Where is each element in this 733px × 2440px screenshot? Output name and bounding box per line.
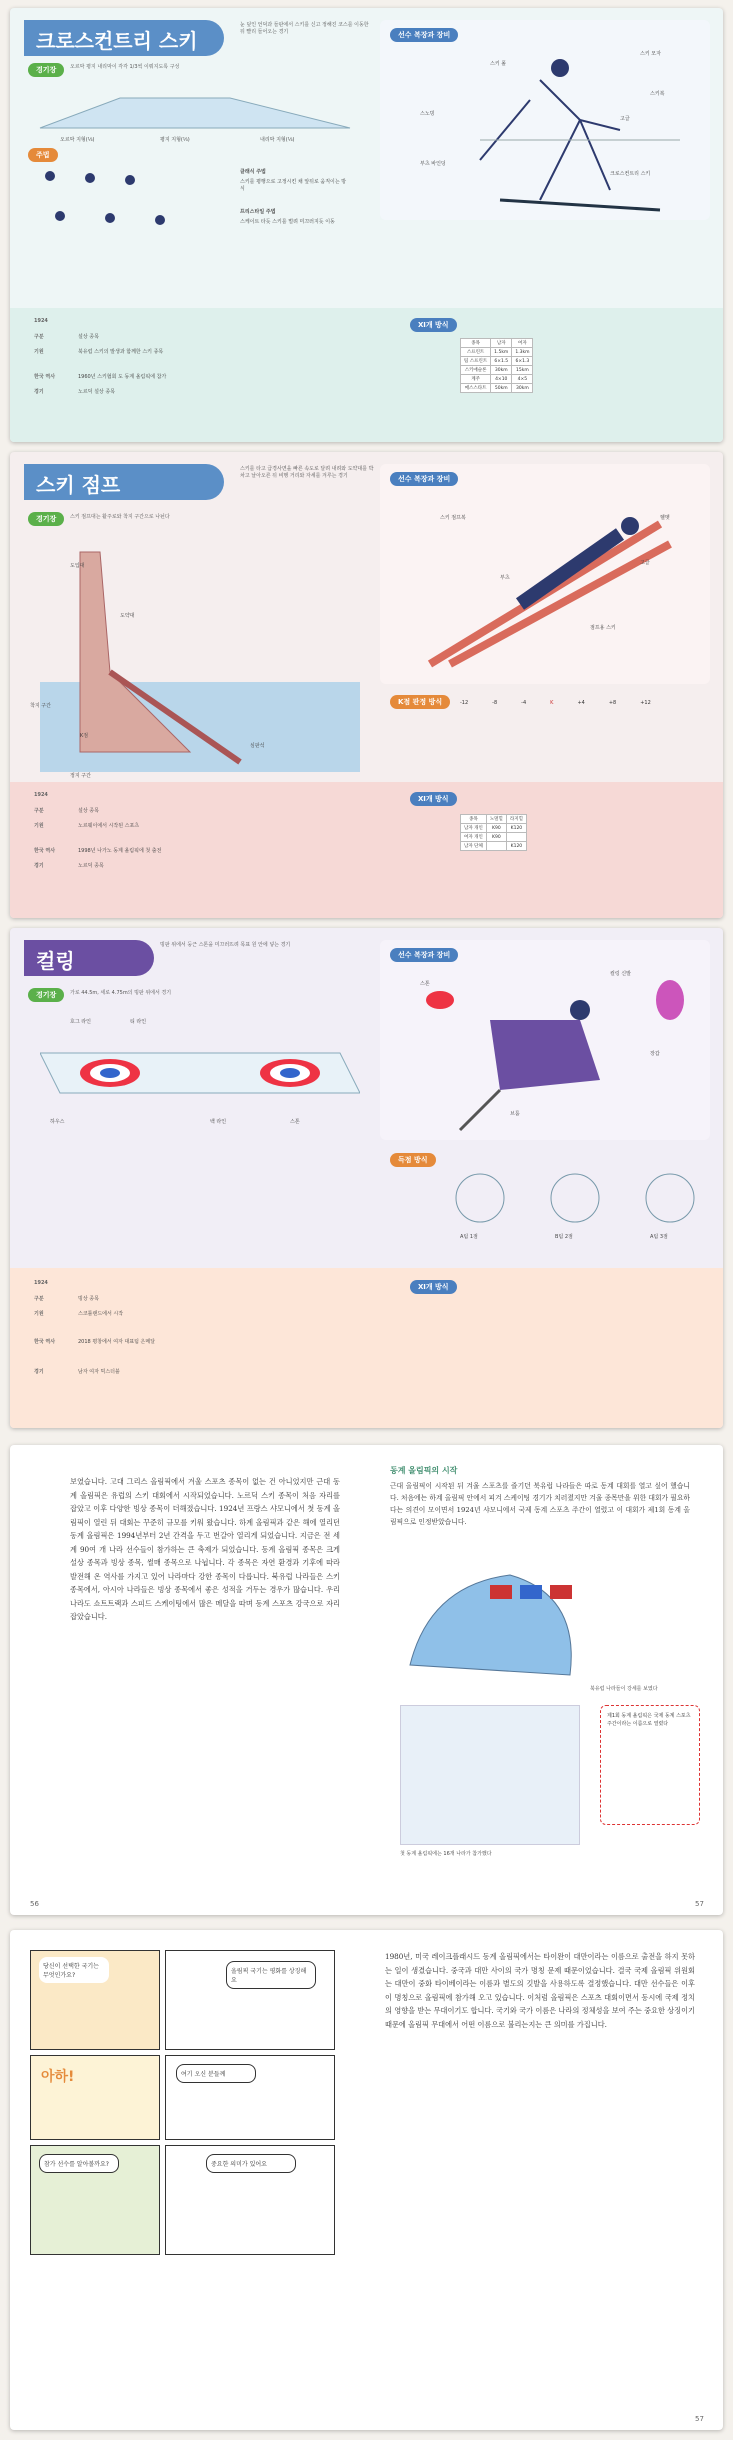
info-row: 1924 [34, 1280, 48, 1286]
events-pill: Ⅺ개 방식 [410, 792, 457, 806]
speech-balloon: 중요한 의미가 있어요 [206, 2154, 296, 2173]
gear-label: 스키 점프복 [440, 515, 466, 521]
map-caption: 북유럽 나라들이 강세를 보였다 [590, 1686, 658, 1692]
box-title: 동계 올림픽의 시작 [390, 1466, 458, 1475]
events-pill: Ⅺ개 방식 [410, 1280, 457, 1294]
jumper-illustration [380, 464, 710, 684]
info-row: 경기 남자 여자 믹스더블 [34, 1369, 120, 1375]
info-row: 구분 설상 종목 [34, 334, 99, 340]
speech-balloon: 당신이 선택한 국기는 무엇인가요? [39, 1957, 109, 1983]
hill-label: 착지 구간 [30, 703, 51, 709]
hill-label: K점 [80, 733, 89, 739]
comic-panel [30, 2145, 160, 2255]
sheet-label: 티 라인 [130, 1019, 147, 1025]
style-pill: 주법 [28, 148, 58, 162]
info-row: 한국 역사 1998년 나가노 동계 올림픽에 첫 출전 [34, 848, 162, 854]
info-band [10, 1268, 723, 1428]
page-number: 57 [695, 1900, 704, 1908]
comic-panel [30, 1950, 160, 2050]
exclamation-text: 아하! [41, 2069, 75, 2085]
info-row: 기원 스코틀랜드에서 시작 [34, 1311, 124, 1317]
hill-label: 정지 구간 [70, 773, 91, 779]
course-pill: 경기장 [28, 63, 64, 77]
gear-label: 컬링 신발 [610, 971, 631, 977]
events-table: 종목 남자 여자 스프린트 1.5km 1.3km 팀 스프린트 6×1.5 6×1.3 스키애슬론 30km 15km 계주 4×10 4×5 매스스타트 50km 30km [460, 338, 533, 393]
technique-figures [30, 166, 230, 246]
gear-label: 부츠 바인딩 [420, 161, 446, 167]
title-description: 눈 덮인 언덕과 들판에서 스키를 신고 정해진 코스를 이동한 뒤 빨리 들어오는 경기 [240, 22, 369, 35]
comic-panel [30, 2055, 160, 2140]
k-point-scale: -12 -8 -4 K +4 +8 +12 [460, 700, 651, 706]
europe-map [390, 1565, 590, 1685]
comic-panel [165, 2145, 335, 2255]
course-label: 내리막 지형(⅓) [260, 137, 295, 143]
curler-illustration [380, 940, 710, 1140]
course-desc: 오르막 평지 내리막이 각각 1/3씩 이뤄지도록 구성 [70, 64, 180, 70]
gear-label: 점프용 스키 [590, 625, 616, 631]
style-name: 프리스타일 주법 [240, 209, 276, 215]
events-pill: Ⅺ개 방식 [410, 318, 457, 332]
cross-country-spread [10, 8, 723, 442]
course-pill: 경기장 [28, 512, 64, 526]
comic-panel [165, 1950, 335, 2050]
sheet-label: 백 라인 [210, 1119, 227, 1125]
hill-label: 도약대 [120, 613, 135, 619]
sheet-label: 하우스 [50, 1119, 65, 1125]
illustration-caption: 첫 동계 올림픽에는 16개 나라가 참가했다 [400, 1851, 492, 1857]
comic-panel [165, 2055, 335, 2140]
equipment-card [380, 940, 710, 1140]
score-label: A팀 3점 [650, 1234, 668, 1240]
sheet-label: 스톤 [290, 1119, 300, 1125]
info-row: 구분 빙상 종목 [34, 1296, 99, 1302]
info-row: 한국 역사 1960년 스키협회 도 동계 올림픽에 참가 [34, 374, 167, 380]
score-label: B팀 2점 [555, 1234, 573, 1240]
gear-label: 부츠 [500, 575, 510, 581]
course-desc: 스키 점프대는 활주로와 착지 구간으로 나뉜다 [70, 514, 170, 520]
style-desc: 스케이트 타듯 스키를 벌려 미끄러지듯 이동 [240, 219, 335, 225]
equipment-pill: 선수 복장과 장비 [390, 472, 458, 486]
page-title: 스키 점프 [24, 464, 224, 500]
side-note: 제1회 동계 올림픽은 국제 동계 스포츠 주간이라는 이름으로 열렸다 [600, 1705, 700, 1825]
title-description: 빙판 위에서 둥근 스톤을 미끄러뜨려 목표 원 안에 넣는 경기 [160, 942, 291, 948]
gear-label: 헬멧 [660, 515, 670, 521]
gear-label: 스노빙 [420, 111, 435, 117]
gear-label: 크로스컨트리 스키 [610, 171, 651, 177]
equipment-card [380, 20, 710, 220]
style-desc: 스키를 평행으로 고정시킨 채 앞뒤로 움직이는 방식 [240, 179, 347, 192]
curling-spread [10, 928, 723, 1428]
skater-illustration [400, 1705, 580, 1845]
right-body-text: 근대 올림픽이 시작된 뒤 겨울 스포츠를 즐기던 북유럽 나라들은 따로 동계 대회를 열고 싶어 했습니다. 처음에는 하계 올림픽 안에서 피겨 스케이팅 경기가 치러졌지만 겨울 종목만을 위한 대회가 필요하다는 의견이 모이면서 1924년 샤모니에서 국제 동계 스포츠 주간이 열렸고 이 대회가 제1회 동계 올림픽으로 인정받았습니다. [390, 1482, 690, 1526]
gear-label: 장갑 [650, 1051, 660, 1057]
sheet-label: 호그 라인 [70, 1019, 91, 1025]
right-body-text: 1980년, 미국 레이크플래시드 동계 올림픽에서는 타이완이 대만이라는 이름으로 출전을 하지 못하는 일이 생겼습니다. 중국과 대만 사이의 국가 명칭 문제 때문이었습니다. 결국 국제 올림픽 위원회는 대만이 중화 타이베이라는 이름과 별도의 깃발을 사용하도록 결정했습니다. 대만 선수들은 이후 이 명칭으로 올림픽에 참가해 오고 있습니다. 이처럼 올림픽은 스포츠 대회이면서 동시에 국제 정치의 영향을 받는 무대이기도 합니다. 국기와 국가 이름은 나라의 정체성을 보여 주는 중요한 상징이기 때문에 올림픽 무대에서 어떤 이름으로 불리는지는 큰 의미를 가집니다. [385, 1952, 695, 2029]
scoring-diagrams [440, 1168, 710, 1228]
hill-label: 도입대 [70, 563, 85, 569]
equipment-pill: 선수 복장과 장비 [390, 28, 458, 42]
course-label: 오르막 지형(⅓) [60, 137, 95, 143]
speech-balloon: 참가 선수를 알아볼까요? [39, 2154, 119, 2173]
info-row: 구분 설상 종목 [34, 808, 99, 814]
score-pill: K점 판정 방식 [390, 695, 450, 709]
course-diagram [30, 78, 360, 138]
gear-label: 고글 [620, 116, 630, 122]
equipment-card [380, 464, 710, 684]
course-pill: 경기장 [28, 988, 64, 1002]
page-title: 컬링 [24, 940, 154, 976]
speech-balloon: 여기 오신 분들께 [176, 2064, 256, 2083]
info-row: 1924 [34, 318, 48, 324]
style-name: 클래식 주법 [240, 169, 266, 175]
equipment-pill: 선수 복장과 장비 [390, 948, 458, 962]
ski-jump-spread [10, 452, 723, 918]
events-table: 종목 노멀힐 라지힐 남자 개인 K90 K120 여자 개인 K90 남자 단체 K120 [460, 814, 527, 851]
gear-label: 브룸 [510, 1111, 520, 1117]
gear-label: 스키 모자 [640, 51, 661, 57]
info-row: 1924 [34, 792, 48, 798]
info-row: 경기 노르딕 종목 [34, 863, 104, 869]
info-row: 한국 역사 2018 평창에서 여자 대표팀 은메달 [34, 1339, 156, 1345]
gear-label: 스키 폴 [490, 61, 507, 67]
page-number: 57 [695, 2415, 704, 2423]
gear-label: 스톤 [420, 981, 430, 987]
comic-spread [10, 1930, 723, 2430]
page-title: 크로스컨트리 스키 [24, 20, 224, 56]
gear-label: 스키복 [650, 91, 665, 97]
hill-label: 심판석 [250, 743, 265, 749]
curling-sheet [40, 1023, 360, 1113]
score-pill: 득점 방식 [390, 1153, 436, 1167]
title-description: 스키를 타고 급경사면을 빠른 속도로 달려 내려와 도약대를 박차고 날아오른 뒤 비행 거리와 자세를 겨루는 경기 [240, 466, 374, 479]
gear-label: 고글 [640, 560, 650, 566]
history-spread [10, 1445, 723, 1915]
course-label: 평지 지형(⅓) [160, 137, 190, 143]
info-row: 경기 노르딕 설상 종목 [34, 389, 115, 395]
page-number: 56 [30, 1900, 39, 1908]
left-body-text: 보였습니다. 고대 그리스 올림픽에서 겨울 스포츠 종목이 없는 건 아니었지만 근대 동계 올림픽은 유럽의 스키 대회에서 시작되었습니다. 노르딕 스키 종목이 처음 자리를 잡았고 이후 다양한 빙상 종목이 더해졌습니다. 1924년 프랑스 샤모니에서 첫 동계 올림픽이 열린 뒤 대회는 꾸준히 규모를 키워 왔습니다. 하계 올림픽과 같은 해에 열리던 동계 올림픽은 1994년부터 2년 간격을 두고 번갈아 열리게 되었습니다. 지금은 전 세계 90여 개 나라 선수들이 참가하는 큰 축제가 되었습니다. 동계 올림픽 종목은 크게 설상 종목과 빙상 종목, 썰매 종목으로 나뉩니다. 각 종목은 자연 환경과 기후에 따라 발전해 온 역사를 가지고 있어 나라마다 강한 종목이 다릅니다. 북유럽 나라들은 스키 종목에서, 아시아 나라들은 빙상 종목에서 좋은 성적을 거두는 경우가 많습니다. 우리나라도 쇼트트랙과 스피드 스케이팅에서 많은 메달을 따며 동계 스포츠 강국으로 자리 잡았습니다. [70, 1477, 340, 1621]
course-desc: 가로 44.5m, 세로 4.75m의 빙판 위에서 경기 [70, 990, 172, 996]
info-row: 기원 노르웨이에서 시작된 스포츠 [34, 823, 140, 829]
speech-balloon: 올림픽 국기는 평화를 상징해요 [226, 1961, 316, 1989]
info-row: 기원 북유럽 스키의 발생과 함께한 스키 종목 [34, 349, 164, 355]
score-label: A팀 1점 [460, 1234, 478, 1240]
